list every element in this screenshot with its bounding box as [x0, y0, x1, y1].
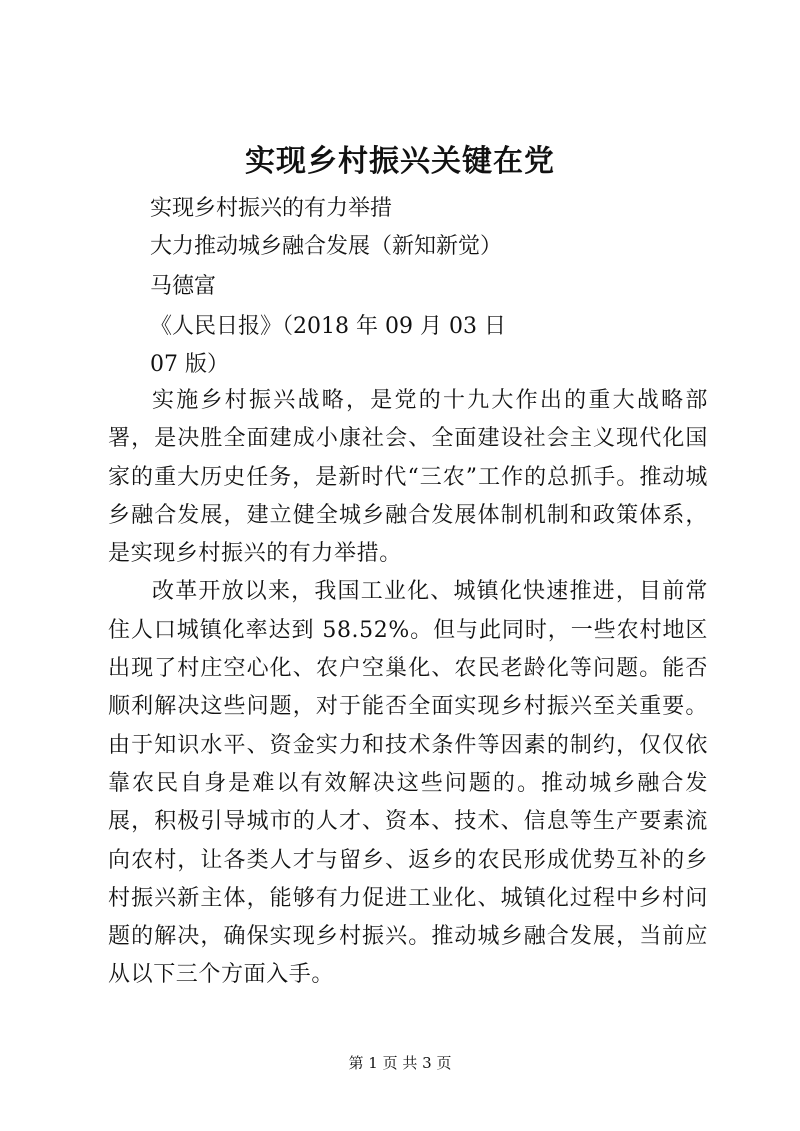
paragraph: 改革开放以来，我国工业化、城镇化快速推进，目前常住人口城镇化率达到 58.52%。但与此同时，一些农村地区出现了村庄空心化、农户空巢化、农民老龄化等问题。能否顺利解决这些问题，对于能否全面实现乡村振兴至关重要。由于知识水平、资金实力和技术条件等因素的制约，仅仅依靠农民自身是难以有效解决这些问题的。推动城乡融合发展，积极引导城市的人才、资本、技术、信息等生产要素流向农村，让各类人才与留乡、返乡的农民形成优势互补的乡村振兴新主体，能够有力促进工业化、城镇化过程中乡村问题的解决，确保实现乡村振兴。推动城乡融合发展，当前应从以下三个方面入手。 — [108, 579, 708, 988]
document-title: 实现乡村振兴关键在党 — [245, 144, 555, 179]
paragraph: 实施乡村振兴战略，是党的十九大作出的重大战略部署，是决胜全面建成小康社会、全面建设社会主义现代化国家的重大历史任务，是新时代“三农”工作的总抓手。推动城乡融合发展，建立健全城乡融合发展体制机制和政策体系，是实现乡村振兴的有力举措。 — [108, 388, 708, 567]
document-body — [108, 382, 708, 995]
edition-line: 07 版） — [150, 352, 229, 377]
source-line: 《人民日报》（2018 年 09 月 03 日 — [150, 314, 506, 339]
subtitle-line: 实现乡村振兴的有力举措 — [150, 196, 393, 221]
headline-line: 大力推动城乡融合发展（新知新觉） — [150, 234, 503, 259]
page-footer: 第 1 页 共 3 页 — [348, 1054, 452, 1072]
author-line: 马德富 — [150, 274, 217, 299]
